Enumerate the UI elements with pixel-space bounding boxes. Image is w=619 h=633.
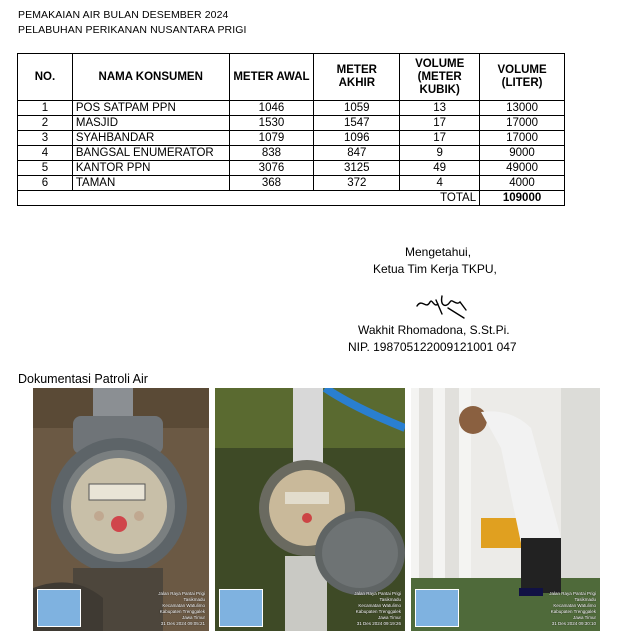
map-thumbnail-icon [37, 589, 81, 627]
cell-akhir: 372 [314, 176, 400, 191]
cell-awal: 368 [229, 176, 314, 191]
water-usage-table [17, 53, 565, 206]
cell-m3: 17 [400, 131, 480, 146]
cell-m3: 49 [400, 161, 480, 176]
cell-nama: MASJID [72, 116, 229, 131]
photo-location-stamp: Jalan Raya Pantai Prigi Tasikmadu Kecamatan Watulimo Kabupaten Trenggalek Jawa Timur 31 Des 2024 09:19:26 [219, 587, 401, 627]
cell-no: 3 [18, 131, 73, 146]
cell-m3: 17 [400, 116, 480, 131]
handwritten-signature [412, 288, 472, 320]
cell-m3: 4 [400, 176, 480, 191]
cell-awal: 1079 [229, 131, 314, 146]
table-row [18, 146, 565, 161]
cell-akhir: 1547 [314, 116, 400, 131]
col-header-volume-m3: VOLUME (METER KUBIK) [400, 54, 480, 101]
total-spacer [18, 191, 400, 206]
cell-no: 6 [18, 176, 73, 191]
documentation-title: Dokumentasi Patroli Air [18, 372, 148, 386]
cell-m3: 9 [400, 146, 480, 161]
report-title: PEMAKAIAN AIR BULAN DESEMBER 2024 [18, 9, 229, 21]
table-header-row [18, 54, 565, 101]
cell-awal: 838 [229, 146, 314, 161]
cell-akhir: 3125 [314, 161, 400, 176]
cell-liter: 9000 [480, 146, 565, 161]
cell-nama: KANTOR PPN [72, 161, 229, 176]
cell-no: 2 [18, 116, 73, 131]
cell-awal: 1046 [229, 101, 314, 116]
col-header-meter-awal: METER AWAL [229, 54, 314, 101]
total-value: 109000 [480, 191, 565, 206]
signature-acknowledged: Mengetahui, [405, 245, 472, 259]
cell-no: 4 [18, 146, 73, 161]
cell-nama: SYAHBANDAR [72, 131, 229, 146]
cell-m3: 13 [400, 101, 480, 116]
cell-awal: 1530 [229, 116, 314, 131]
cell-no: 5 [18, 161, 73, 176]
cell-no: 1 [18, 101, 73, 116]
map-thumbnail-icon [219, 589, 263, 627]
col-header-volume-liter: VOLUME (LITER) [480, 54, 565, 101]
map-thumbnail-icon [415, 589, 459, 627]
signatory-name: Wakhit Rhomadona, S.St.Pi. [358, 323, 510, 337]
total-label: TOTAL [400, 191, 480, 206]
photo-water-meter-1 [33, 388, 209, 631]
photo-officer-inspection [411, 388, 600, 631]
table-row [18, 161, 565, 176]
cell-nama: TAMAN [72, 176, 229, 191]
cell-akhir: 1059 [314, 101, 400, 116]
report-subtitle: PELABUHAN PERIKANAN NUSANTARA PRIGI [18, 24, 247, 36]
cell-awal: 3076 [229, 161, 314, 176]
cell-liter: 17000 [480, 116, 565, 131]
col-header-nama: NAMA KONSUMEN [72, 54, 229, 101]
photo-location-stamp: Jalan Raya Pantai Prigi Tasikmadu Kecamatan Watulimo Kabupaten Trenggalek Jawa Timur 31 Des 2024 09:05:21 [37, 587, 205, 627]
cell-liter: 17000 [480, 131, 565, 146]
cell-akhir: 1096 [314, 131, 400, 146]
cell-liter: 49000 [480, 161, 565, 176]
col-header-no: NO. [18, 54, 73, 101]
photo-location-stamp: Jalan Raya Pantai Prigi Tasikmadu Kecamatan Watulimo Kabupaten Trenggalek Jawa Timur 31 Des 2024 09:30:10 [415, 587, 596, 627]
signature-position: Ketua Tim Kerja TKPU, [373, 262, 497, 276]
cell-liter: 13000 [480, 101, 565, 116]
photo-water-meter-2 [215, 388, 405, 631]
table-row [18, 176, 565, 191]
table-row [18, 101, 565, 116]
signatory-nip: NIP. 198705122009121001 047 [348, 340, 517, 354]
table-row [18, 131, 565, 146]
cell-liter: 4000 [480, 176, 565, 191]
cell-akhir: 847 [314, 146, 400, 161]
cell-nama: POS SATPAM PPN [72, 101, 229, 116]
cell-nama: BANGSAL ENUMERATOR [72, 146, 229, 161]
total-row [18, 191, 565, 206]
table-row [18, 116, 565, 131]
col-header-meter-akhir: METER AKHIR [314, 54, 400, 101]
